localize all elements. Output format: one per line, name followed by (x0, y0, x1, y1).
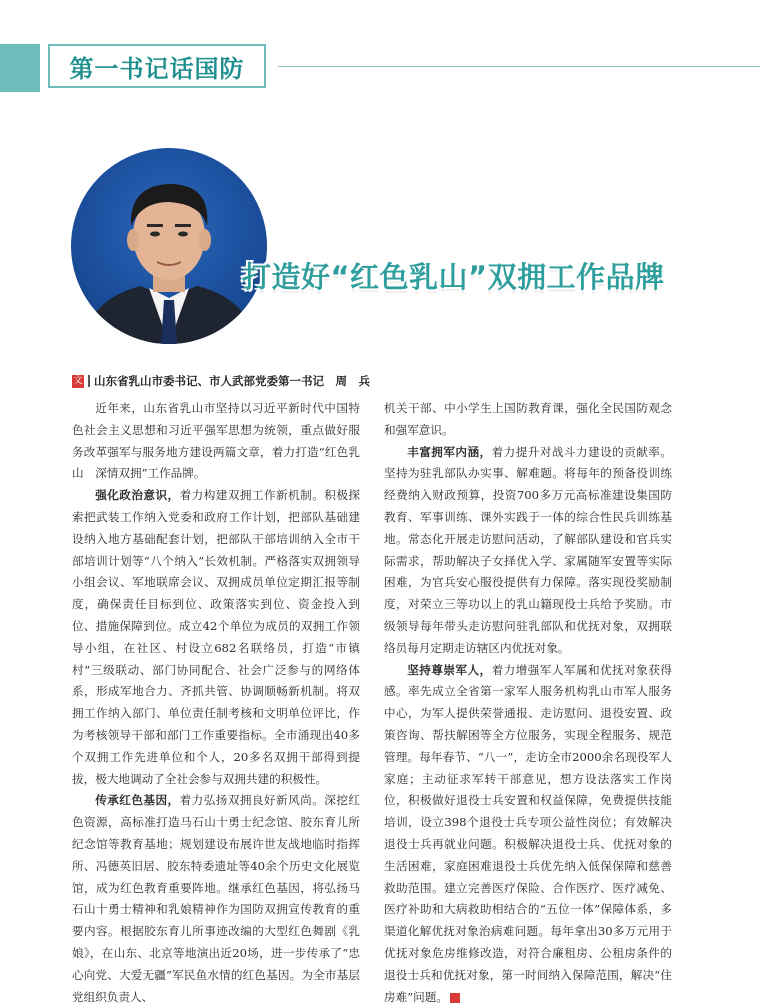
byline-author: 山东省乳山市委书记、市人武部党委第一书记 周 兵 (94, 374, 370, 388)
article-end-mark: G (450, 993, 460, 1003)
byline-divider (88, 375, 90, 387)
paragraph: 丰富拥军内涵，着力提升对战斗力建设的贡献率。坚持为驻乳部队办实事、解难题。将每年的预备役训练经费纳入财政预算，投资700多万元高标准建设集国防教育、军事训练、课外实践于一体的综合性民兵训练基地。常态化开展走访慰问活动，了解部队建设和官兵实际需求，帮助解决子女择优入学、家属随军安置等实际困难，为官兵安心服役提供有力保障。落实现役奖励制度，对荣立三等功以上的乳山籍现役士兵给予奖励。市级领导每年带头走访慰问驻乳部队和优抚对象，双拥联络员每月定期走访辖区内优抚对象。 (384, 444, 672, 655)
section-accent-block (0, 44, 40, 92)
section-title: 第一书记话国防 (69, 54, 245, 83)
right-column (384, 398, 672, 1008)
byline (72, 373, 370, 389)
article-body (72, 398, 672, 1004)
header-rule (278, 66, 760, 67)
paragraph: 传承红色基因，着力弘扬双拥良好新风尚。深挖红色资源，高标准打造马石山十勇士纪念馆、胶东育儿所纪念馆等教育基地；规划建设布展许世友战地临时指挥所、冯德英旧居、胶东特委遗址等40余个历史文化展览馆，成为红色教育重要阵地。继承红色基因，将弘扬马石山十勇士精神和乳娘精神作为国防双拥宣传教育的重要内容。根据胶东育儿所事迹改编的大型红色舞剧《乳娘》，在山东、北京等地演出近20场，进一步传承了“忠心向党、大爱无疆”军民鱼水情的红色基因。为全市基层党组织负责人、 (72, 793, 360, 1004)
paragraph: 近年来，山东省乳山市坚持以习近平新时代中国特色社会主义思想和习近平强军思想为统领，重点做好服务改革强军与服务地方建设两篇文章，着力打造“红色乳山 深情双拥”工作品牌。 (72, 401, 360, 481)
left-column (72, 398, 360, 1008)
paragraph: 强化政治意识，着力构建双拥工作新机制。积极探索把武装工作纳入党委和政府工作计划，把部队基础建设纳入地方基础配套计划，把部队干部培训纳入全市干部培训计划等“八个纳入”长效机制。严格落实双拥领导小组会议、军地联席会议、双拥成员单位定期汇报等制度，确保责任目标到位、政策落实到位、资金投入到位、措施保障到位。成立42个单位为成员的双拥工作领导小组，在社区、村设立682名联络员，打造“市镇村”三级联动、部门协同配合、社会广泛参与的网络体系，形成军地合力、齐抓共管、协调顺畅新机制。将双拥工作纳入部门、单位责任制考核和文明单位评比，作为考核领导干部和部门工作重要指标。全市涌现出40多个双拥工作先进单位和个人，20多名双拥干部得到提拔，极大地调动了全社会参与双拥共建的积极性。 (72, 488, 360, 786)
portrait-icon (71, 148, 267, 344)
article-headline: 打造好“红色乳山”双拥工作品牌 (242, 260, 665, 294)
section-header (48, 44, 266, 88)
portrait-illustration (71, 148, 267, 344)
paragraph: 坚持尊崇军人，着力增强军人军属和优抚对象获得感。率先成立全省第一家军人服务机构乳山市军人服务中心，为军人提供荣誉通报、走访慰问、退役安置、政策咨询、帮扶解困等全方位服务，实现全程服务、规范管理。每年春节、“八一”，走访全市2000余名现役军人家庭；主动征求军转干部意见，想方设法落实工作岗位，积极做好退役士兵安置和权益保障，免费提供技能培训，设立398个退役士兵专项公益性岗位；有效解决退役士兵再就业问题。积极解决退役士兵、优抚对象的生活困难，家庭困难退役士兵优先纳入低保保障和慈善救助范围。建立完善医疗保险、合作医疗、医疗减免、医疗补助和大病救助相结合的“五位一体”保障体系，多渠道化解优抚对象治病难问题。每年拿出30多万元用于优抚对象危房维修改造，对符合廉租房、公租房条件的退役士兵和优抚对象，第一时间纳入保障范围，解决“住房难”问题。 G (384, 662, 672, 1004)
byline-tag: 文 (73, 375, 83, 386)
paragraph: 机关干部、中小学生上国防教育课，强化全民国防观念和强军意识。 (384, 401, 672, 437)
